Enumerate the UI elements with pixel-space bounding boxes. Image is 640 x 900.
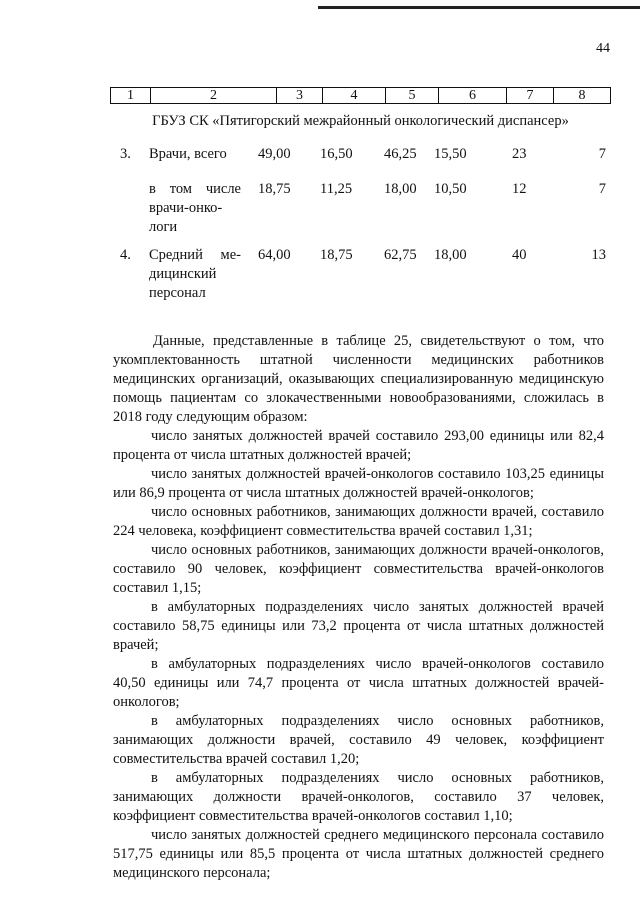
cell-value: 49,00 (258, 146, 291, 162)
paragraph: Данные, представленные в таблице 25, свидетельствуют о том, что укомплектованность штатной численности медицинских работников медицинских организаций, оказывающих специализированную медицинскую помощь пациентам со злокачественными новообразованиями, сложилась в 2018 году следующим образом: (113, 333, 604, 425)
cell-value: 7 (598, 146, 606, 162)
row-name-line: в том числе (149, 181, 241, 197)
paragraph: число занятых должностей среднего медицинского персонала составило 517,75 единицы или 85,5 процента от числа штатных должностей среднего медицинского персонала; (113, 827, 604, 881)
paragraph: в амбулаторных подразделениях число врачей-онкологов составило 40,50 единицы или 74,7 процента от числа штатных должностей врачей-онкологов; (113, 656, 604, 710)
column-number: 3 (277, 88, 323, 104)
column-number: 1 (111, 88, 151, 104)
row-name (149, 145, 241, 164)
row-name-line: Средний ме- (149, 247, 241, 263)
column-number: 6 (439, 88, 507, 104)
organization-title: ГБУЗ СК «Пятигорский межрайонный онкологический диспансер» (152, 113, 569, 129)
row-name-line: персонал (149, 285, 206, 301)
cell-value: 46,25 (384, 146, 417, 162)
cell-value: 62,75 (384, 247, 417, 263)
column-number: 2 (151, 88, 277, 104)
row-name-line: Врачи, всего (149, 146, 227, 162)
page-number: 44 (596, 41, 610, 56)
top-edge-line (318, 6, 640, 9)
row-name (149, 246, 241, 303)
row-name (149, 180, 241, 237)
row-number: 4. (120, 247, 131, 263)
paragraph: в амбулаторных подразделениях число основных работников, занимающих должности врачей, составило 49 человек, коэффициент совместительства врачей составил 1,20; (113, 713, 604, 767)
paragraph: число основных работников, занимающих должности врачей-онкологов, составило 90 человек, коэффициент совместительства врачей-онкологов составил 1,15; (113, 542, 604, 596)
column-number: 5 (386, 88, 439, 104)
row-number: 3. (120, 146, 131, 162)
cell-value: 7 (598, 181, 606, 197)
cell-value: 18,75 (320, 247, 353, 263)
cell-value: 11,25 (320, 181, 353, 197)
cell-value: 12 (512, 181, 527, 197)
row-name-line: врачи-онко- (149, 200, 223, 216)
paragraph: число занятых должностей врачей составило 293,00 единицы или 82,4 процента от числа штатных должностей врачей; (113, 428, 604, 463)
cell-value: 18,75 (258, 181, 291, 197)
column-number: 4 (323, 88, 386, 104)
column-number: 8 (554, 88, 611, 104)
table-column-numbers (110, 87, 611, 104)
paragraph: число основных работников, занимающих должности врачей, составило 224 человека, коэффициент совместительства врачей составил 1,31; (113, 504, 604, 539)
cell-value: 18,00 (434, 247, 467, 263)
cell-value: 15,50 (434, 146, 467, 162)
cell-value: 23 (512, 146, 527, 162)
row-name-line: дицинский (149, 266, 217, 282)
cell-value: 40 (512, 247, 527, 263)
column-number: 7 (507, 88, 554, 104)
cell-value: 18,00 (384, 181, 417, 197)
cell-value: 10,50 (434, 181, 467, 197)
row-name-line: логи (149, 219, 178, 235)
paragraph: в амбулаторных подразделениях число занятых должностей врачей составило 58,75 единицы или 73,2 процента от числа штатных должностей врачей; (113, 599, 604, 653)
paragraph: число занятых должностей врачей-онкологов составило 103,25 единицы или 86,9 процента от числа штатных должностей врачей-онкологов; (113, 466, 604, 501)
cell-value: 64,00 (258, 247, 291, 263)
cell-value: 13 (591, 247, 606, 263)
body-text (113, 332, 604, 883)
paragraph: в амбулаторных подразделениях число основных работников, занимающих должности врачей-онкологов, составило 37 человек, коэффициент совместительства врачей-онкологов составил 1,10; (113, 770, 604, 824)
cell-value: 16,50 (320, 146, 353, 162)
